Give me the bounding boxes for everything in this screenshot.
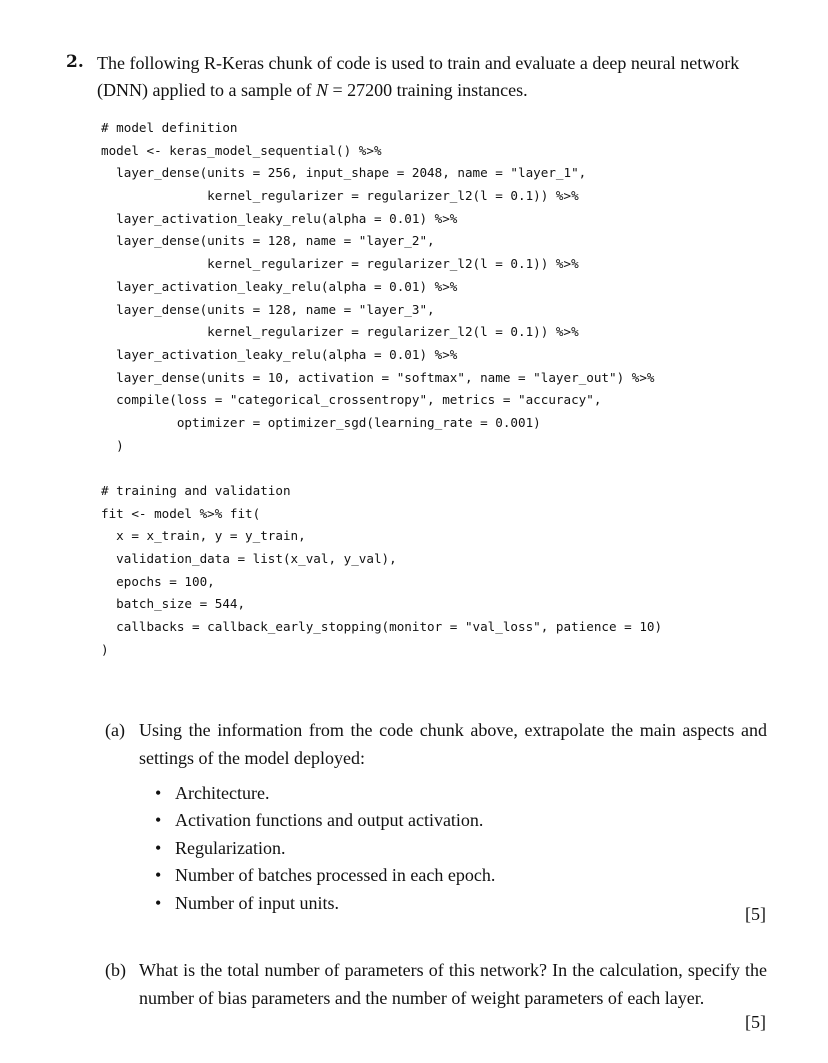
code-line: # model definition [101,120,238,135]
code-line: layer_dense(units = 128, name = "layer_2", [101,233,435,249]
bullet-item [150,890,495,917]
part-a-marks: [5] [745,904,766,924]
part-a [105,717,767,772]
code-line: kernel_regularizer = regularizer_l2(l = 0.1)) %>% [101,188,579,204]
question-number: 2. [66,52,84,72]
bullet-item [150,780,495,807]
part-b-text: What is the total number of parameters of this network? In the calculation, specify the number of bias parameters and the number of weight parameters of each layer. [139,960,767,1008]
code-line: kernel_regularizer = regularizer_l2(l = 0.1)) %>% [101,324,579,340]
part-a-text: Using the information from the code chunk above, extrapolate the main aspects and settings of the model deployed: [139,720,767,768]
bullet-item [150,862,495,889]
bullet-item [150,835,495,862]
code-line: epochs = 100, [101,573,215,589]
bullet-text: Architecture. [175,783,270,803]
code-line: layer_activation_leaky_relu(alpha = 0.01) %>% [101,346,458,362]
question-intro [97,50,767,104]
code-line: batch_size = 544, [101,596,246,612]
bullet-dot-icon: • [155,783,162,803]
bullet-dot-icon: • [155,810,162,831]
code-line: ) [101,641,109,657]
bullet-text: Number of batches processed in each epoch. [175,865,496,886]
code-line: validation_data = list(x_val, y_val), [101,551,397,567]
code-line: optimizer = optimizer_sgd(learning_rate = 0.001) [101,414,541,430]
code-line: fit <- model %>% fit( [101,505,261,521]
part-b-marks: [5] [745,1012,766,1032]
code-line: callbacks = callback_early_stopping(monitor = "val_loss", patience = 10) [101,619,663,635]
part-b [105,957,767,1012]
bullet-item [150,807,495,834]
code-line: kernel_regularizer = regularizer_l2(l = 0.1)) %>% [101,256,579,272]
code-line: x = x_train, y = y_train, [101,528,306,544]
code-line: layer_activation_leaky_relu(alpha = 0.01) %>% [101,210,458,226]
bullet-dot-icon: • [155,865,162,886]
bullet-text: Number of input units. [175,892,339,913]
question-intro-text: The following R-Keras chunk of code is used to train and evaluate a deep neural network (DNN) applied to a sample of [97,53,740,100]
code-line: layer_activation_leaky_relu(alpha = 0.01) %>% [101,278,458,294]
code-line: ) [101,437,124,453]
model-definition-code [101,117,781,457]
n-symbol: N [315,80,328,100]
bullet-text: Activation functions and output activation. [175,810,484,831]
code-line: layer_dense(units = 128, name = "layer_3", [101,301,435,317]
training-validation-code [101,480,781,662]
part-a-label: (a) [105,720,125,740]
n-value-text: = 27200 training instances. [327,80,528,100]
bullet-text: Regularization. [175,837,286,858]
code-line: compile(loss = "categorical_crossentropy", metrics = "accuracy", [101,392,602,408]
code-line: layer_dense(units = 256, input_shape = 2048, name = "layer_1", [101,165,587,181]
bullet-dot-icon: • [155,892,162,913]
part-b-label: (b) [105,960,126,980]
code-line: model <- keras_model_sequential() %>% [101,142,382,158]
bullet-dot-icon: • [155,837,162,858]
code-line: # training and validation [101,483,291,498]
part-a-bullet-list [150,780,495,917]
code-line: layer_dense(units = 10, activation = "softmax", name = "layer_out") %>% [101,369,655,385]
